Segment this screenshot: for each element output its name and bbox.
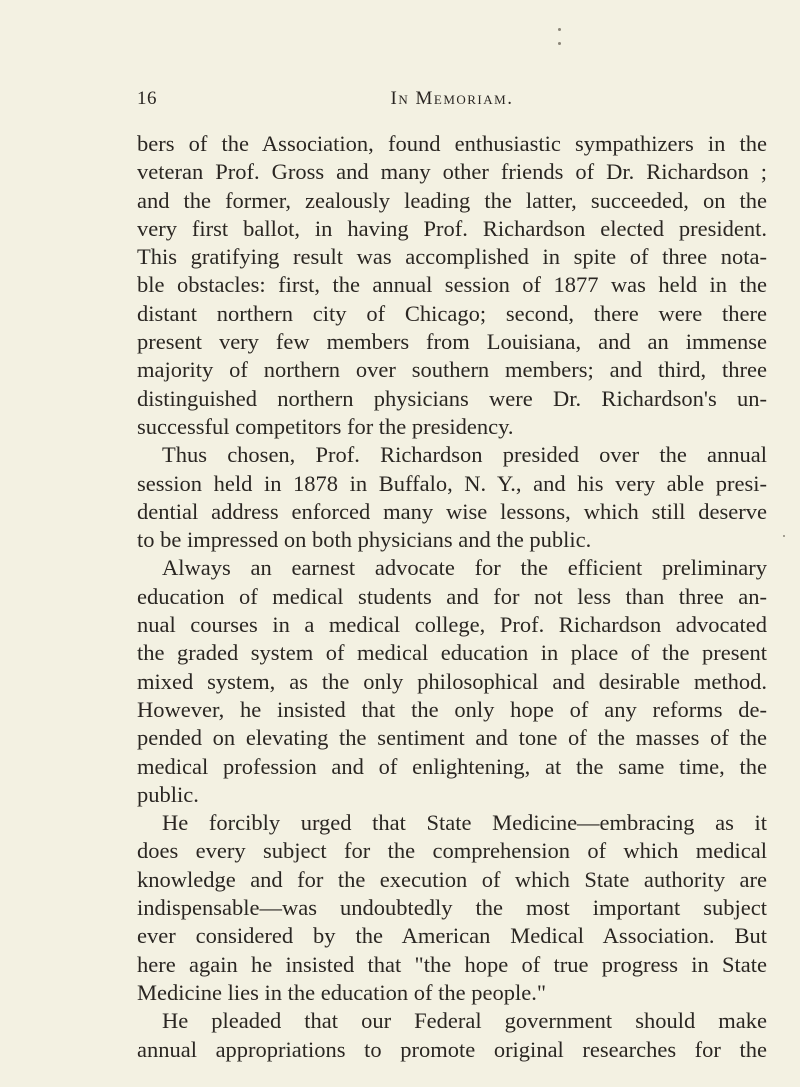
text-line: veteran Prof. Gross and many other friends of Dr. Richardson ; — [137, 159, 767, 185]
text-line: here again he insisted that "the hope of true progress in State — [137, 951, 767, 977]
text-line: indispensable—was undoubtedly the most important subject — [137, 895, 767, 921]
text-line: He forcibly urged that State Medicine—embracing as it — [162, 810, 767, 836]
text-line: However, he insisted that the only hope of any reforms de- — [137, 696, 767, 722]
text-line: Medicine lies in the education of the people." — [137, 979, 547, 1005]
text-line: successful competitors for the presidency. — [137, 413, 514, 439]
print-speck — [558, 42, 561, 45]
text-line: ever considered by the American Medical Association. But — [137, 923, 767, 949]
text-line: This gratifying result was accomplished in spite of three nota- — [137, 244, 767, 270]
text-line: does every subject for the comprehension of which medical — [137, 838, 767, 864]
text-line: He pleaded that our Federal government should make — [162, 1008, 767, 1034]
text-line: pended on elevating the sentiment and tone of the masses of the — [137, 725, 767, 751]
text-line: distant northern city of Chicago; second, there were there — [137, 300, 767, 326]
running-head: In Memoriam. — [390, 88, 514, 109]
text-line: and the former, zealously leading the latter, succeeded, on the — [137, 187, 767, 213]
text-line: ble obstacles: first, the annual session of 1877 was held in the — [137, 272, 767, 298]
page-number: 16 — [137, 88, 157, 109]
text-line: to be impressed on both physicians and the public. — [137, 527, 592, 553]
text-line: session held in 1878 in Buffalo, N. Y., and his very able presi- — [137, 470, 767, 496]
text-line: bers of the Association, found enthusiastic sympathizers in the — [137, 131, 767, 156]
text-line: annual appropriations to promote original researches for the — [137, 1036, 767, 1062]
text-line: public. — [137, 781, 199, 807]
text-line: very first ballot, in having Prof. Richardson elected president. — [137, 215, 767, 241]
text-line: nual courses in a medical college, Prof. Richardson advocated — [137, 612, 767, 638]
text-line: the graded system of medical education in place of the present — [137, 640, 767, 666]
page-header — [137, 88, 767, 118]
text-line: medical profession and of enlightening, at the same time, the — [137, 753, 767, 779]
text-line: majority of northern over southern members; and third, three — [137, 357, 767, 383]
text-line: knowledge and for the execution of which State authority are — [137, 866, 767, 892]
text-line: distinguished northern physicians were Dr. Richardson's un- — [137, 385, 767, 411]
text-line: mixed system, as the only philosophical and desirable method. — [137, 668, 767, 694]
text-line: present very few members from Louisiana, and an immense — [137, 329, 767, 355]
print-speck — [783, 535, 785, 537]
body-text — [137, 130, 767, 1064]
text-line: education of medical students and for not less than three an- — [137, 583, 767, 609]
text-line: Always an earnest advocate for the efficient preliminary — [162, 555, 767, 581]
print-speck — [558, 28, 561, 31]
text-line: dential address enforced many wise lessons, which still deserve — [137, 498, 767, 524]
text-line: Thus chosen, Prof. Richardson presided over the annual — [162, 442, 767, 468]
